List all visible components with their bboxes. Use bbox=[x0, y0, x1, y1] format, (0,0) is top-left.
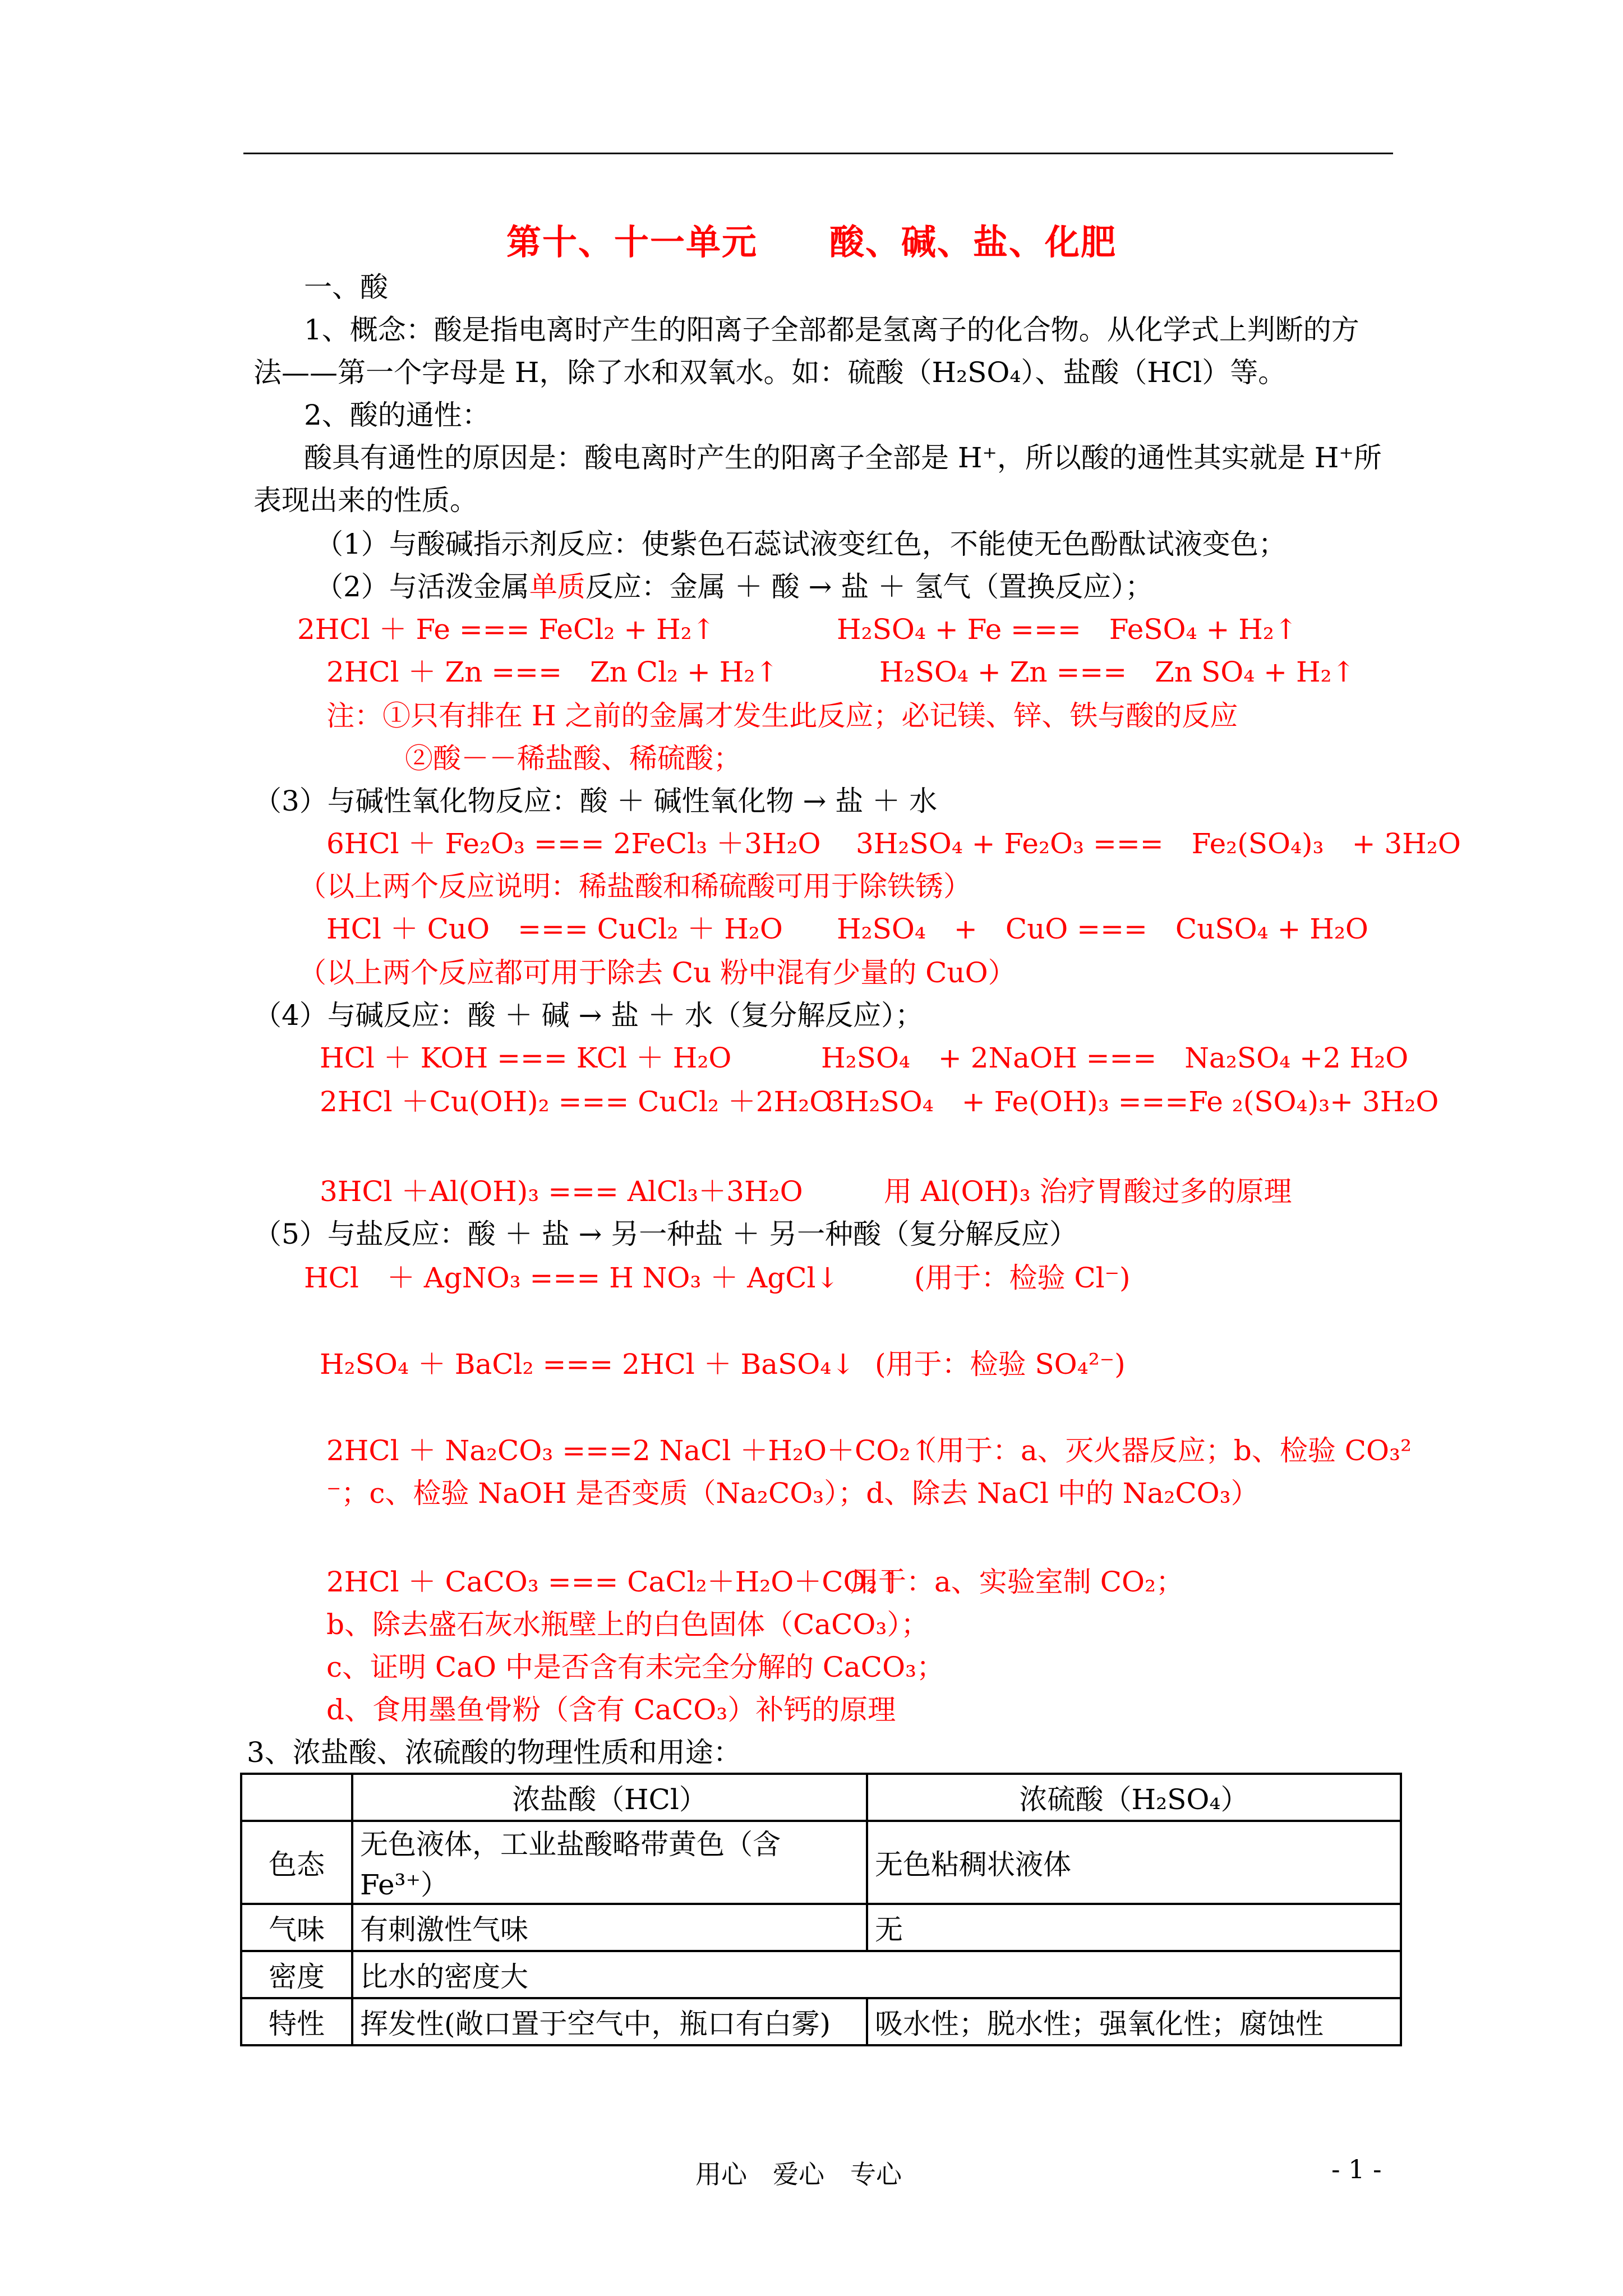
equation-hcl-fe2o3: 6HCl ＋ Fe₂O₃ === 2FeCl₃ ＋3H₂O bbox=[326, 827, 821, 860]
equation-h2so4-zn: H₂SO₄ + Zn === Zn SO₄ + H₂↑ bbox=[879, 656, 1355, 688]
note-metal-2: ②酸－－稀盐酸、稀硫酸； bbox=[405, 742, 741, 775]
table-header-cell bbox=[241, 1774, 352, 1821]
property-salt: （5）与盐反应：酸 ＋ 盐 → 另一种盐 ＋ 另一种酸（复分解反应） bbox=[253, 1218, 1078, 1250]
page-number: - 1 - bbox=[1331, 2154, 1382, 2184]
property-metal-suffix: 反应：金属 ＋ 酸 → 盐 ＋ 氢气（置换反应）； bbox=[585, 570, 1154, 603]
property-metal-highlight: 单质 bbox=[529, 570, 585, 603]
note-metal-1: 注：①只有排在 H 之前的金属才发生此反应；必记镁、锌、铁与酸的反应 bbox=[326, 700, 1238, 732]
note-rust: （以上两个反应说明：稀盐酸和稀硫酸可用于除铁锈） bbox=[298, 870, 971, 903]
note-caco3-a: 用于：a、实验室制 CO₂； bbox=[850, 1566, 1184, 1598]
table-row bbox=[241, 1998, 1401, 2045]
footer-motto: 用心 爱心 专心 bbox=[695, 2159, 902, 2189]
equation-hcl-cuo: HCl ＋ CuO === CuCl₂ ＋ H₂O bbox=[326, 913, 783, 945]
equation-hcl-zn: 2HCl ＋ Zn === Zn Cl₂ + H₂↑ bbox=[326, 656, 779, 688]
equation-hcl-caco3: 2HCl ＋ CaCO₃ === CaCl₂＋H₂O＋CO₂↑ bbox=[326, 1566, 901, 1598]
table-row-label: 密度 bbox=[241, 1951, 352, 1998]
equation-h2so4-fe: H₂SO₄ + Fe === FeSO₄ + H₂↑ bbox=[837, 613, 1298, 646]
table-cell: 挥发性(敞口置于空气中，瓶口有白雾) bbox=[352, 1998, 867, 2045]
table-heading: 3、浓盐酸、浓硫酸的物理性质和用途： bbox=[247, 1736, 741, 1769]
note-cuo: （以上两个反应都可用于除去 Cu 粉中混有少量的 CuO） bbox=[298, 956, 1016, 989]
table-cell: 无色粘稠状液体 bbox=[867, 1821, 1401, 1904]
acid-properties-table bbox=[240, 1773, 1402, 2046]
page-title: 第十、十一单元 酸、碱、盐、化肥 bbox=[506, 222, 1117, 263]
property-metal-prefix: （2）与活泼金属 bbox=[315, 570, 529, 603]
table-row-label: 特性 bbox=[241, 1998, 352, 2045]
table-row-label: 气味 bbox=[241, 1904, 352, 1951]
equation-hcl-fe: 2HCl ＋ Fe === FeCl₂ + H₂↑ bbox=[297, 613, 716, 646]
properties-reason-1: 酸具有通性的原因是：酸电离时产生的阳离子全部是 H⁺，所以酸的通性其实就是 H⁺所 bbox=[304, 441, 1382, 474]
equation-hcl-cuoh2: 2HCl ＋Cu(OH)₂ === CuCl₂ ＋2H₂O bbox=[320, 1085, 833, 1118]
table-header-cell: 浓硫酸（H₂SO₄） bbox=[867, 1774, 1401, 1821]
property-indicator: （1）与酸碱指示剂反应：使紫色石蕊试液变红色，不能使无色酚酞试液变色； bbox=[315, 528, 1287, 560]
properties-heading: 2、酸的通性： bbox=[304, 399, 490, 431]
table-header-row bbox=[241, 1774, 1401, 1821]
properties-reason-2: 表现出来的性质。 bbox=[253, 484, 478, 517]
property-base: （4）与碱反应：酸 ＋ 碱 → 盐 ＋ 水（复分解反应）； bbox=[253, 999, 924, 1032]
property-basic-oxide: （3）与碱性氧化物反应：酸 ＋ 碱性氧化物 → 盐 ＋ 水 bbox=[253, 785, 938, 817]
note-antacid: 用 Al(OH)₃ 治疗胃酸过多的原理 bbox=[884, 1175, 1292, 1208]
equation-h2so4-feoh3: 3H₂SO₄ + Fe(OH)₃ ===Fe ₂(SO₄)₃+ 3H₂O bbox=[827, 1085, 1439, 1118]
table-cell: 无 bbox=[867, 1904, 1401, 1951]
header-rule bbox=[243, 153, 1393, 154]
equation-h2so4-fe2o3: 3H₂SO₄ + Fe₂O₃ === Fe₂(SO₄)₃ + 3H₂O bbox=[856, 827, 1461, 860]
equation-hcl-koh: HCl ＋ KOH === KCl ＋ H₂O bbox=[320, 1042, 732, 1074]
note-caco3-b: b、除去盛石灰水瓶壁上的白色固体（CaCO₃）； bbox=[326, 1608, 929, 1641]
table-cell: 有刺激性气味 bbox=[352, 1904, 867, 1951]
note-caco3-c: c、证明 CaO 中是否含有未完全分解的 CaCO₃； bbox=[326, 1651, 945, 1683]
table-row bbox=[241, 1951, 1401, 1998]
concept-line-2: 法——第一个字母是 H，除了水和双氧水。如：硫酸（H₂SO₄）、盐酸（HCl）等。 bbox=[253, 356, 1287, 389]
table-cell: 吸水性；脱水性；强氧化性；腐蚀性 bbox=[867, 1998, 1401, 2045]
equation-hcl-na2co3: 2HCl ＋ Na₂CO₃ ===2 NaCl ＋H₂O＋CO₂↑ bbox=[326, 1434, 934, 1467]
equation-hcl-aloh3: 3HCl ＋Al(OH)₃ === AlCl₃＋3H₂O bbox=[320, 1175, 803, 1208]
equation-h2so4-bacl2: H₂SO₄ ＋ BaCl₂ === 2HCl ＋ BaSO₄↓ bbox=[320, 1348, 855, 1381]
table-cell: 无色液体，工业盐酸略带黄色（含 Fe³⁺） bbox=[352, 1821, 867, 1904]
table-header-cell: 浓盐酸（HCl） bbox=[352, 1774, 867, 1821]
table-row-label: 色态 bbox=[241, 1821, 352, 1904]
note-test-cl: (用于：检验 Cl⁻) bbox=[914, 1262, 1131, 1294]
table-row bbox=[241, 1904, 1401, 1951]
note-caco3-d: d、食用墨鱼骨粉（含有 CaCO₃）补钙的原理 bbox=[326, 1694, 896, 1726]
equation-h2so4-cuo: H₂SO₄ + CuO === CuSO₄ + H₂O bbox=[837, 913, 1368, 945]
equation-h2so4-naoh: H₂SO₄ + 2NaOH === Na₂SO₄ +2 H₂O bbox=[821, 1042, 1409, 1074]
note-na2co3-uses-2: ⁻；c、检验 NaOH 是否变质（Na₂CO₃）；d、除去 NaCl 中的 Na₂CO₃） bbox=[326, 1477, 1259, 1510]
property-metal bbox=[315, 570, 1153, 604]
table-cell: 比水的密度大 bbox=[352, 1951, 1401, 1998]
concept-line-1: 1、概念：酸是指电离时产生的阳离子全部都是氢离子的化合物。从化学式上判断的方 bbox=[304, 314, 1359, 346]
equation-hcl-agno3: HCl ＋ AgNO₃ === H NO₃ ＋ AgCl↓ bbox=[304, 1262, 840, 1294]
note-test-so4: (用于：检验 SO₄²⁻) bbox=[875, 1348, 1126, 1381]
note-na2co3-uses-1: （用于：a、灭火器反应；b、检验 CO₃² bbox=[909, 1434, 1412, 1467]
table-row bbox=[241, 1821, 1401, 1904]
section-heading-acid: 一、酸 bbox=[304, 271, 388, 303]
